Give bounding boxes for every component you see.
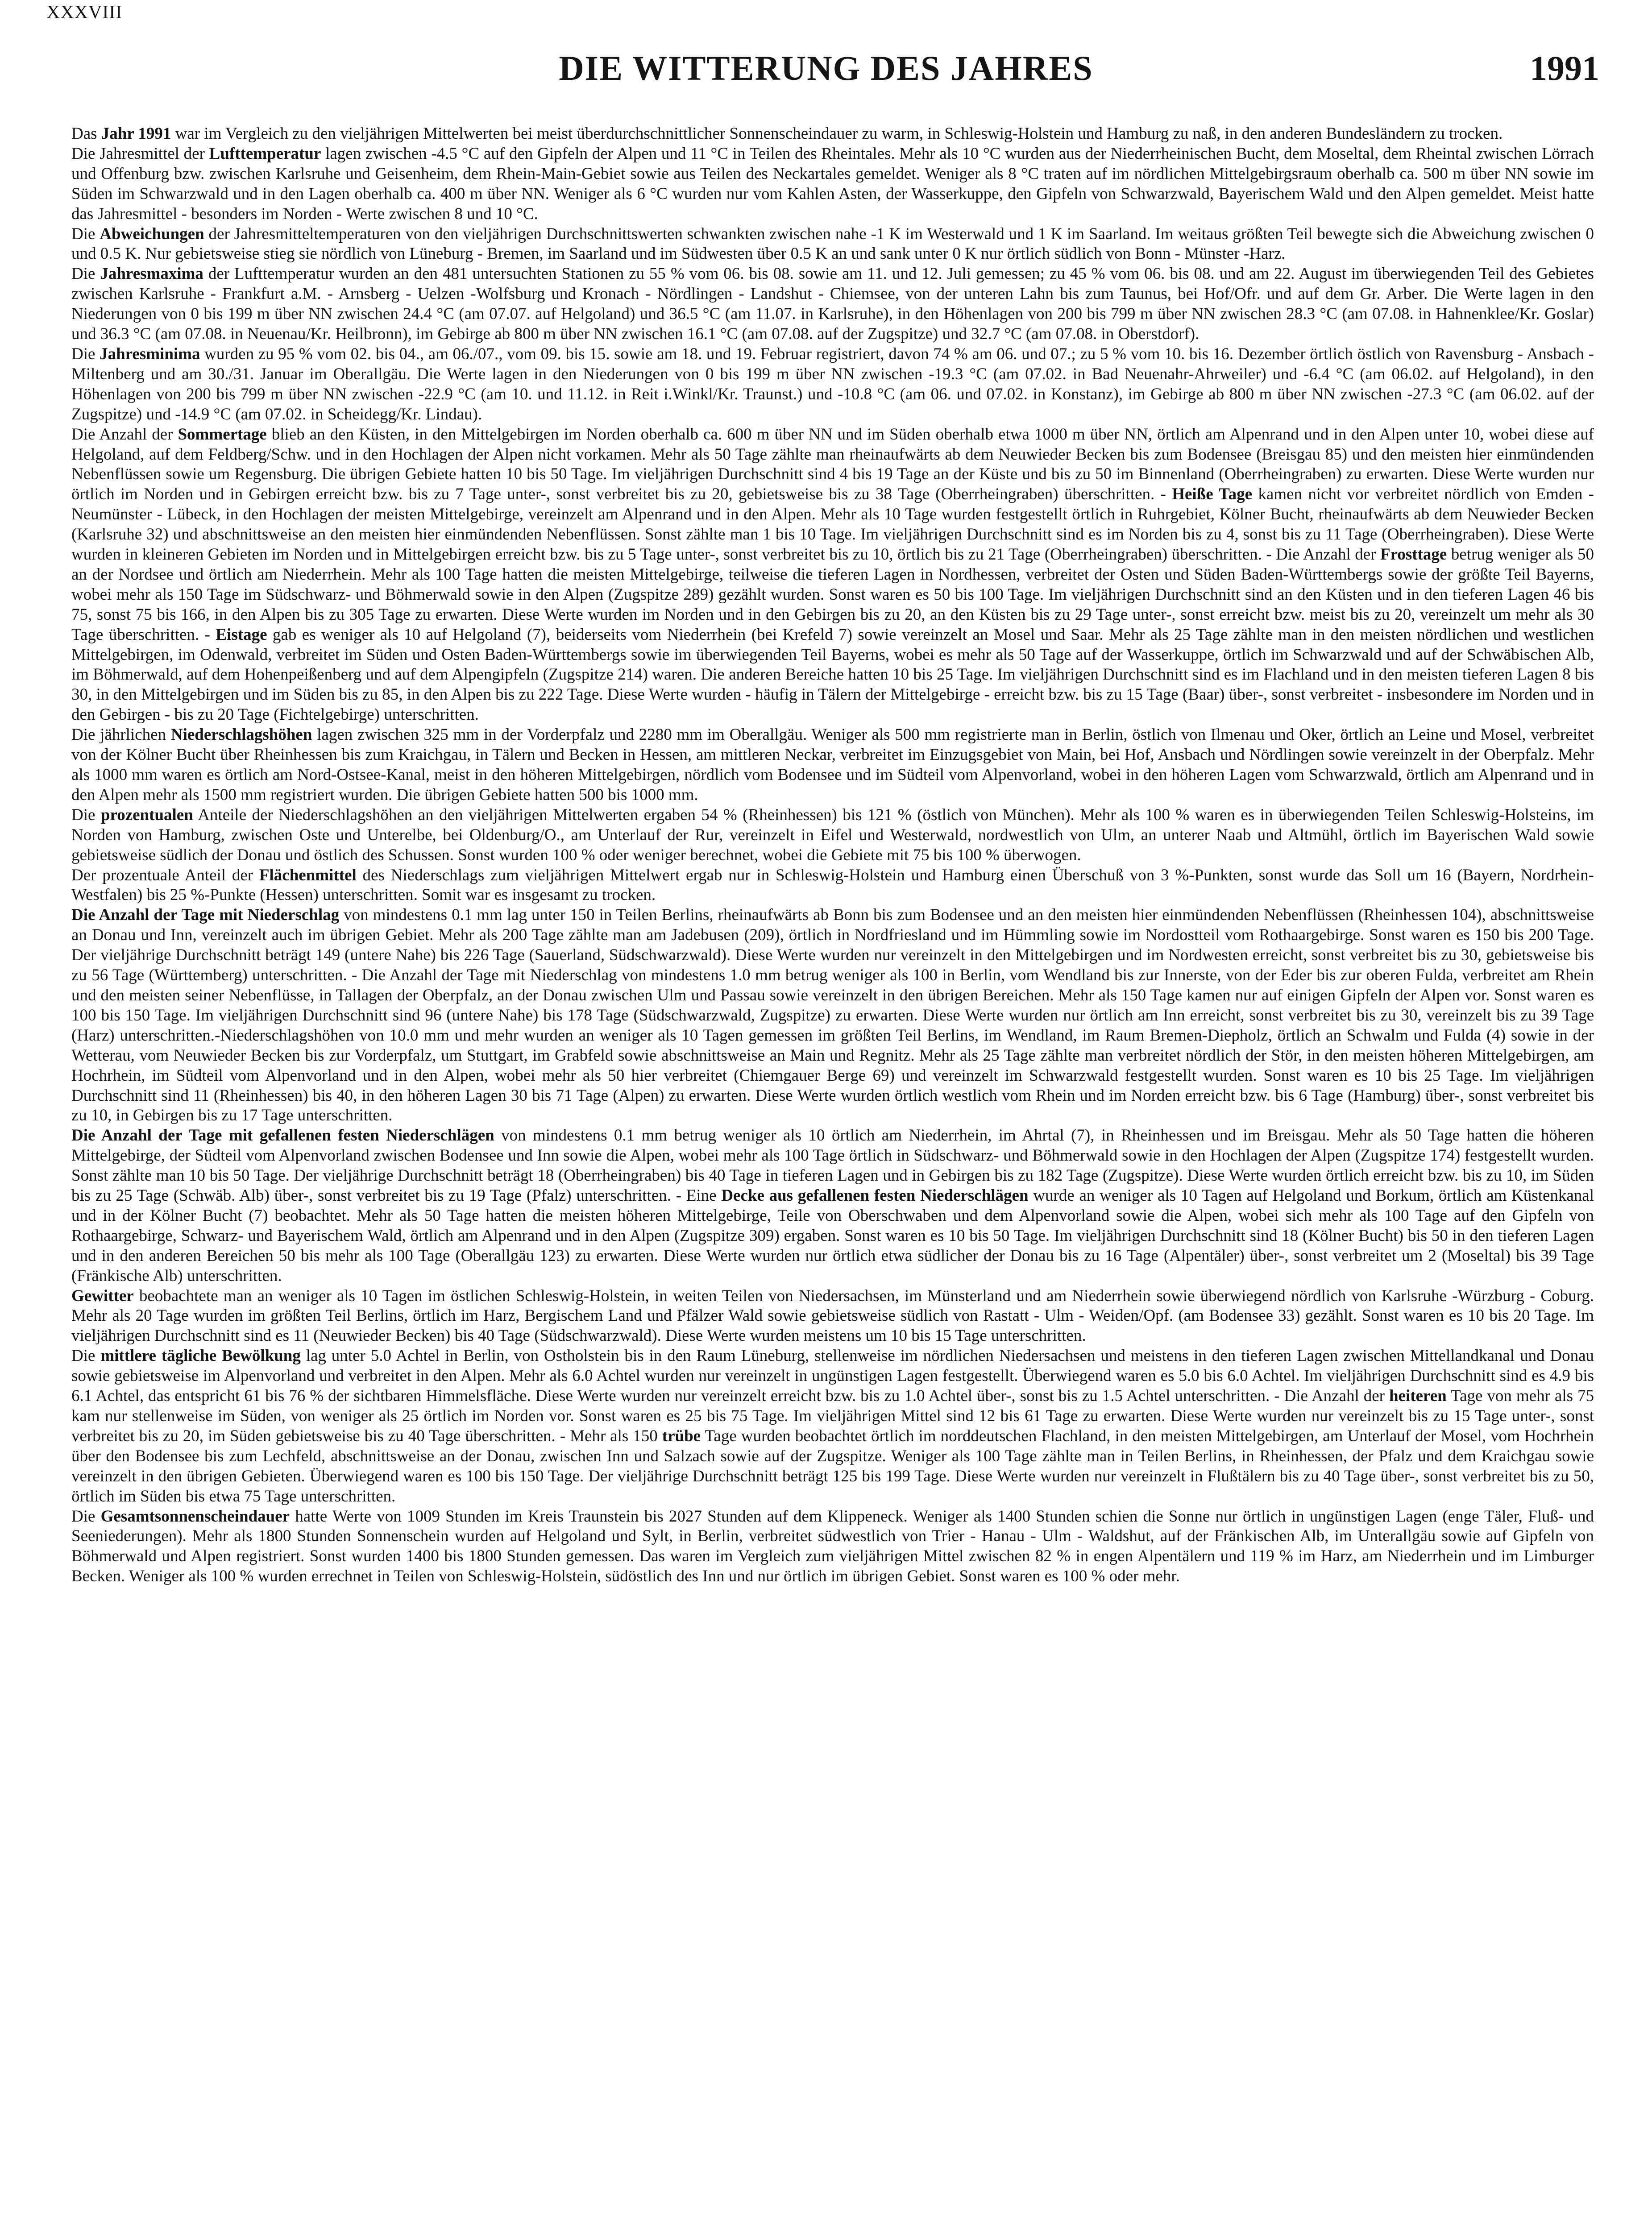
text-segment: lagen zwischen -4.5 °C auf den Gipfeln der Alpen und 11 °C in Teilen des Rheintales. Mehr als 10 °C wurden aus der Niederrheinischen Bucht, dem Moseltal, dem Rheintal zwischen Lörrach und Offenburg bzw. zwischen Karlsruhe und Geisenheim, dem Rhein-Main-Gebiet sowie aus Teilen des Neckartales gemeldet. Weniger als 8 °C traten auf im nördlichen Mittelgebirgsraum oberhalb ca. 500 m über NN sowie im Süden im Schwarzwald und in den Lagen oberhalb ca. 400 m über NN. Weniger als 6 °C wurden nur vom Kahlen Asten, der Wasserkuppe, den Gipfeln von Schwarzwald, Bayerischem Wald und den Alpen gemeldet. Meist hatte das Jahresmittel - besonders im Norden - Werte zwischen 8 und 10 °C.: [71, 144, 1594, 223]
text-segment: Die: [71, 224, 100, 243]
text-segment: Die: [71, 1347, 101, 1365]
bold-term: Abweichungen: [100, 224, 204, 243]
bold-term: Die Anzahl der Tage mit gefallenen festen Niederschlägen: [71, 1126, 494, 1145]
bold-term: Sommertage: [178, 425, 267, 444]
text-segment: Die Jahresmittel der: [71, 144, 209, 163]
bold-term: Jahr 1991: [101, 124, 171, 143]
bold-term: Die Anzahl der Tage mit Niederschlag: [71, 906, 340, 925]
text-segment: des Niederschlags zum vieljährigen Mittelwert ergab nur in Schleswig-Holstein und Hamburg einen Überschuß von 3 %-Punkten, sonst wurde das Soll um 16 (Bayern, Nordrhein-Westfalen) bis 25 %-Punkte (Hessen) unterschritten. Somit war es insgesamt zu trocken.: [71, 866, 1594, 904]
text-segment: lagen zwischen 325 mm in der Vorderpfalz und 2280 mm im Oberallgäu. Weniger als 500 mm registrierte man in Berlin, östlich von Ilmenau und Oker, örtlich an Leine und Mosel, verbreitet von der Kölner Bucht über Rheinhessen bis zum Kraichgau, in Tälern und Becken in Hessen, am mittleren Neckar, verbreitet im Einzugsgebiet von Main, bei Hof, Ansbach und Nördlingen sowie vereinzelt in der Oberpfalz. Mehr als 1000 mm waren es örtlich am Nord-Ostsee-Kanal, meist in den höheren Mittelgebirgen, nördlich vom Bodensee und im Südteil vom Alpenvorland, wobei in den höheren Lagen vom Schwarzwald, örtlich am Alpenrand und in den Alpen mehr als 1500 mm registriert wurden. Die übrigen Gebiete hatten 500 bis 1000 mm.: [71, 726, 1594, 804]
paragraph: [71, 224, 1594, 265]
text-segment: Anteile der Niederschlagshöhen an den vieljährigen Mittelwerten ergaben 54 % (Rheinhessen) bis 121 % (östlich von München). Mehr als 100 % waren es in überwiegenden Teilen Schleswig-Holsteins, im Norden von Hamburg, zwischen Oste und Unterelbe, bei Oldenburg/O., am Unterlauf der Rur, vereinzelt in Eifel und Westerwald, nordwestlich von Ulm, an unterer Naab und Altmühl, örtlich im Bayerischen Wald sowie gebietsweise südlich der Donau und östlich des Schussen. Sonst wurden 100 % oder weniger berechnet, wobei die Gebiete mit 75 bis 100 % überwogen.: [71, 805, 1594, 864]
text-segment: lag unter 5.0 Achtel in Berlin, von Ostholstein bis in den Raum Lüneburg, stellenweise im nördlichen Niedersachsen und meistens in den tieferen Lagen zwischen Mittellandkanal und Donau sowie gebietsweise im Alpenvorland und verbreitet in den Alpen. Mehr als 6.0 Achtel wurden nur vereinzelt in ungünstigen Lagen festgestellt. Überwiegend waren es 5.0 bis 6.0 Achtel. Im vieljährigen Durchschnitt sind es 4.9 bis 6.1 Achtel, das entspricht 61 bis 76 % der sichtbaren Himmelsfläche. Diese Werte wurden nur vereinzelt erreicht bzw. bis zu 1.0 Achtel über-, sonst bis zu 1.5 Achtel unterschritten. - Die Anzahl der: [71, 1347, 1594, 1406]
article-body: [71, 124, 1594, 2159]
page-year: 1991: [1530, 49, 1599, 87]
text-segment: Die: [71, 1507, 101, 1526]
text-segment: kamen nicht vor verbreitet nördlich von Emden - Neumünster - Lübeck, in den Hochlagen der meisten Mittelgebirge, vereinzelt am Alpenrand und in den Alpen. Mehr als 10 Tage wurden festgestellt örtlich in Ruhrgebiet, Kölner Bucht, rheinaufwärts ab dem Neuwieder Becken (Karlsruhe 32) und abschnittsweise an den meisten hier einmündenden Nebenflüssen. Sonst zählte man 1 bis 10 Tage. Im vieljährigen Durchschnitt sind es im Norden bis zu 4, sonst bis zu 11 Tage (Oberrheingraben). Diese Werte wurden in kleineren Gebieten im Norden und in Mittelgebirgen erreicht bzw. bis zu 5 Tage unter-, sonst verbreitet bis zu 10, örtlich bis zu 21 Tage (Oberrheingraben) überschritten. - Die Anzahl der: [71, 485, 1594, 564]
bold-term: prozentualen: [100, 805, 193, 824]
page-title: DIE WITTERUNG DES JAHRES: [559, 49, 1093, 87]
paragraph: [71, 1126, 1594, 1286]
bold-term: Lufttemperatur: [209, 144, 321, 163]
paragraph: [71, 905, 1594, 1126]
text-segment: Tage von mehr als 75 kam nur stellenweise im Süden, von weniger als 25 örtlich im Norden vor. Sonst waren es 25 bis 75 Tage. Im vieljährigen Mittel sind 12 bis 61 Tage zu erwarten. Diese Werte wurden nur vereinzelt bis zu 15 Tage unter-, sonst verbreitet bis zu 20, im Süden gebietsweise bis zu 40 Tage überschritten. - Mehr als 150: [71, 1387, 1594, 1445]
text-segment: Die Anzahl der: [71, 425, 178, 444]
bold-term: Jahresminima: [100, 344, 200, 363]
text-segment: war im Vergleich zu den vieljährigen Mittelwerten bei meist überdurchschnittlicher Sonnenscheindauer zu warm, in Schleswig-Holstein und Hamburg zu naß, in den anderen Bundesländern zu trocken.: [171, 124, 1503, 143]
text-segment: gab es weniger als 10 auf Helgoland (7), beiderseits vom Niederrhein (bei Krefeld 7) sowie vereinzelt an Mosel und Saar. Mehr als 25 Tage zählte man in den meisten nördlichen und westlichen Mittelgebirgen, im Odenwald, verbreitet im Süden und Osten Baden-Württembergs sowie im überwiegenden Teil Bayerns, wobei es mehr als 50 Tage auf der Wasserkuppe, örtlich im Schwarzwald und auf der Schwäbischen Alb, im Böhmerwald, auf dem Hohenpeißenberg und auf dem Alpengipfeln (Zugspitze 214) waren. Die anderen Bereiche hatten 10 bis 25 Tage. Im vieljährigen Durchschnitt sind es im Flachland und in den meisten tieferen Lagen 8 bis 30, in den Mittelgebirgen und im Süden bis zu 85, in den Alpen bis zu 222 Tage. Diese Werte wurden - häufig in Tälern der Mittelgebirge - erreicht bzw. bis zu 15 Tage (Baar) über-, sonst verbreitet - insbesondere im Norden und in den Gebirgen - bis zu 20 Tage (Fichtelgebirge) unterschritten.: [71, 625, 1594, 724]
text-segment: Der prozentuale Anteil der: [71, 866, 259, 884]
paragraph: [71, 805, 1594, 866]
text-segment: Die: [71, 805, 101, 824]
bold-term: heiteren: [1389, 1387, 1447, 1406]
paragraph: [71, 1286, 1594, 1347]
paragraph: [71, 124, 1594, 144]
bold-term: Decke aus gefallenen festen Niederschlägen: [721, 1186, 1029, 1205]
bold-term: Frosttage: [1380, 545, 1447, 564]
text-segment: Die: [71, 265, 100, 283]
paragraph: [71, 264, 1594, 344]
page-number: XXXVIII: [46, 2, 123, 23]
text-segment: von mindestens 0.1 mm lag unter 150 in Teilen Berlins, rheinaufwärts ab Bonn bis zum Bodensee und an den meisten hier einmündenden Nebenflüssen (Rheinhessen 104), abschnittsweise an Donau und Inn, vereinzelt auch im übrigen Gebiet. Mehr als 200 Tage zählte man am Jadebusen (209), örtlich in Nordfriesland und im Hümmling sowie im Nordostteil vom Rothaargebirge. Sonst waren es 150 bis 200 Tage. Der vieljährige Durchschnitt beträgt 149 (untere Nahe) bis 226 Tage (Sauerland, Südschwarzwald). Diese Werte wurden nur vereinzelt in den Mittelgebirgen und im Nordwesten erreicht, sonst verbreitet bis zu 30, gebietsweise bis zu 56 Tage (Württemberg) unterschritten. - Die Anzahl der Tage mit Niederschlag von mindestens 1.0 mm betrug weniger als 100 in Berlin, vom Wendland bis zur Innerste, von der Eder bis zur oberen Fulda, verbreitet am Rhein und den meisten seiner Nebenflüsse, in Tallagen der Oberpfalz, an der Donau zwischen Ulm und Passau sowie vereinzelt in den übrigen Bereichen. Mehr als 150 Tage kamen nur auf einigen Gipfeln der Alpen vor. Sonst waren es 100 bis 150 Tage. Im vieljährigen Durchschnitt sind 96 (untere Nahe) bis 178 Tage (Südschwarzwald, Zugspitze) zu erwarten. Diese Werte wurden nur örtlich am Inn erreicht, sonst verbreitet bis zu 30, vereinzelt bis zu 39 Tage (Harz) unterschritten.-Niederschlagshöhen von 10.0 mm und mehr wurden an weniger als 10 Tagen gemessen im größten Teil Berlins, im Wendland, im Raum Bremen-Diepholz, örtlich an Schwalm und Fulda (4) sowie in der Wetterau, vom Neuwieder Becken bis zur Vorderpfalz, um Stuttgart, im Grabfeld sowie abschnittsweise an Main und Regnitz. Mehr als 25 Tage zählte man verbreitet nördlich der Stör, in den meisten höheren Mittelgebirgen, am Hochrhein, im Südteil vom Alpenvorland und in den Alpen, wobei mehr als 50 hier verbreitet (Chiemgauer Berge 69) und vereinzelt im Schwarzwald festgestellt wurden. Sonst waren es 10 bis 25 Tage. Im vieljährigen Durchschnitt sind 11 (Rheinhessen) bis 40, in den höheren Lagen 30 bis 71 Tage (Alpen) zu erwarten. Diese Werte wurden örtlich westlich vom Rhein und im Norden erreicht bzw. bis 6 Tage (Hamburg) über-, sonst verbreitet bis zu 10, in Gebirgen bis zu 17 Tage unterschritten.: [71, 906, 1594, 1125]
bold-term: Flächenmittel: [259, 866, 357, 884]
text-segment: Das: [71, 124, 101, 143]
paragraph: [71, 1346, 1594, 1506]
paragraph: [71, 1507, 1594, 1587]
bold-term: trübe: [662, 1427, 701, 1445]
bold-term: mittlere tägliche Bewölkung: [100, 1347, 301, 1365]
bold-term: Heiße Tage: [1172, 485, 1253, 504]
bold-term: Eistage: [216, 625, 267, 644]
paragraph: [71, 425, 1594, 726]
text-segment: Die: [71, 344, 100, 363]
text-segment: betrug weniger als 50 an der Nordsee und örtlich am Niederrhein. Mehr als 100 Tage hatten die meisten Mittelgebirge, teilweise die tieferen Lagen in Nordhessen, verbreitet der Osten und Süden Baden-Württembergs sowie der größte Teil Bayerns, wobei mehr als 150 Tage im Südschwarz- und Böhmerwald sowie in den Alpen (Zugspitze 289) gezählt wurden. Sonst waren es 50 bis 100 Tage. Im vieljährigen Durchschnitt sind an den Küsten und in den tieferen Lagen 46 bis 75, sonst 75 bis 166, in den Alpen bis zu 305 Tage zu erwarten. Diese Werte wurden im Norden und in den Gebirgen bis zu 20, an den Küsten bis zu 29 Tage unter-, sonst erreicht bzw. meist bis zu 20, vereinzelt um mehr als 30 Tage überschritten. -: [71, 545, 1594, 644]
text-segment: wurde an weniger als 10 Tagen auf Helgoland und Borkum, örtlich am Küstenkanal und in der Kölner Bucht (7) beobachtet. Mehr als 50 Tage hatten die meisten höheren Mittelgebirge, Teile von Oberschwaben und dem Alpenvorland sowie die Alpen, wobei sich mehr als 100 Tage auf den Gipfeln von Rothaargebirge, Schwarz- und Bayerischem Wald, örtlich am Alpenrand und in den Alpen (Zugspitze 309) ergaben. Sonst waren es 10 bis 50 Tage. Im vieljährigen Durchschnitt sind 18 (Kölner Bucht) bis 50 in den tieferen Lagen und in den anderen Bereichen 50 bis mehr als 100 Tage (Oberallgäu 123) zu erwarten. Diese Werte wurden nur örtlich etwa südlicher der Donau bis zu 16 Tage (Alpentäler) über-, sonst verbreitet um 2 (Moseltal) bis 39 Tage (Fränkische Alb) unterschritten.: [71, 1186, 1594, 1285]
paragraph: [71, 144, 1594, 224]
bold-term: Gesamtsonnenscheindauer: [100, 1507, 290, 1526]
text-segment: hatte Werte von 1009 Stunden im Kreis Traunstein bis 2027 Stunden auf dem Klippeneck. Weniger als 1400 Stunden schien die Sonne nur örtlich in ungünstigen Lagen (enge Täler, Fluß- und Seeniederungen). Mehr als 1800 Stunden Sonnenschein wurden auf Helgoland und Sylt, in Berlin, verbreitet südwestlich von Trier - Hanau - Ulm - Waldshut, auf der Fränkischen Alb, im Unterallgäu sowie auf Gipfeln von Böhmerwald und Alpen registriert. Sonst wurden 1400 bis 1800 Stunden gemessen. Das waren im Vergleich zum vieljährigen Mittel zwischen 82 % in engen Alpentälern und 119 % im Harz, am Niederrhein und im Limburger Becken. Weniger als 100 % wurden errechnet in Teilen von Schleswig-Holstein, südöstlich des Inn und nur örtlich im übrigen Gebiet. Sonst waren es 100 % oder mehr.: [71, 1507, 1594, 1586]
text-segment: blieb an den Küsten, in den Mittelgebirgen im Norden oberhalb ca. 600 m über NN und im Süden oberhalb etwa 1000 m über NN, örtlich am Alpenrand und in den Alpen unter 10, wobei diese auf Helgoland, auf dem Feldberg/Schw. und in den Hochlagen der Alpen nicht vorkamen. Mehr als 50 Tage zählte man rheinaufwärts ab dem Neuwieder Becken bis zum Bodensee (Breisgau 85) und den meisten hier einmündenden Nebenflüssen sowie um Regensburg. Die übrigen Gebiete hatten 10 bis 50 Tage. Im vieljährigen Durchschnitt sind 4 bis 19 Tage an der Küste und bis zu 50 im Binnenland (Oberrheingraben) zu erwarten. Diese Werte wurden nur örtlich im Norden und in Gebirgen erreicht bzw. bis zu 7 Tage unter-, sonst verbreitet bis zu 20, gebietsweise bis zu 38 Tage (Oberrheingraben) überschritten. -: [71, 425, 1594, 504]
text-segment: wurden zu 95 % vom 02. bis 04., am 06./07., vom 09. bis 15. sowie am 18. und 19. Februar registriert, davon 74 % am 06. und 07.; zu 5 % vom 10. bis 16. Dezember örtlich östlich von Ravensburg - Ansbach - Miltenberg und am 30./31. Januar im Oberallgäu. Die Werte lagen in den Niederungen von 0 bis 199 m über NN zwischen -19.3 °C (am 07.02. in Bad Neuenahr-Ahrweiler) und -6.4 °C (am 06.02. auf Helgoland), in den Höhenlagen von 200 bis 799 m über NN zwischen -22.9 °C (am 10. und 11.12. in Reit i.Winkl/Kr. Traunst.) und -10.8 °C (am 06. und 07.02. in Konstanz), im Gebirge ab 800 m über NN zwischen -27.3 °C (am 06.02. auf der Zugspitze) und -14.9 °C (am 07.02. in Scheidegg/Kr. Lindau).: [71, 344, 1594, 423]
text-segment: der Lufttemperatur wurden an den 481 untersuchten Stationen zu 55 % vom 06. bis 08. sowie am 11. und 12. Juli gemessen; zu 45 % vom 06. bis 08. und am 22. August im überwiegenden Teil des Gebietes zwischen Karlsruhe - Frankfurt a.M. - Arnsberg - Uelzen -Wolfsburg und Kronach - Nördlingen - Landshut - Chiemsee, von der unteren Lahn bis zum Taunus, bei Hof/Ofr. und auf dem Gr. Arber. Die Werte lagen in den Niederungen von 0 bis 199 m über NN zwischen 24.4 °C (am 07.07. auf Helgoland) und 36.5 °C (am 11.07. in Karlsruhe), in den Höhenlagen von 200 bis 799 m über NN zwischen 28.3 °C (am 07.08. in Hahnenklee/Kr. Goslar) und 36.3 °C (am 07.08. in Neuenau/Kr. Heilbronn), im Gebirge ab 800 m über NN zwischen 16.1 °C (am 07.08. auf der Zugspitze) und 32.7 °C (am 07.08. in Oberstdorf).: [71, 265, 1594, 344]
bold-term: Gewitter: [71, 1286, 134, 1305]
bold-term: Niederschlagshöhen: [170, 726, 312, 744]
paragraph: [71, 866, 1594, 906]
text-segment: Die jährlichen: [71, 726, 171, 744]
text-segment: beobachtete man an weniger als 10 Tagen im östlichen Schleswig-Holstein, in weiten Teilen von Niedersachsen, im Münsterland und am Niederrhein sowie überwiegend nördlich von Karlsruhe -Würzburg - Coburg. Mehr als 20 Tage wurden im größten Teil Berlins, örtlich im Harz, Bergischem Land und Pfälzer Wald sowie gebietsweise südlich von Rastatt - Ulm - Weiden/Opf. (am Bodensee 33) gezählt. Sonst waren es 10 bis 20 Tage. Im vieljährigen Durchschnitt sind es 11 (Neuwieder Becken) bis 40 Tage (Südschwarzwald). Diese Werte wurden meistens um 10 bis 15 Tage unterschritten.: [71, 1286, 1594, 1345]
text-segment: der Jahresmitteltemperaturen von den vieljährigen Durchschnittswerten schwankten zwischen nahe -1 K im Westerwald und 1 K im Saarland. Im weitaus größten Teil bewegte sich die Abweichung zwischen 0 und 0.5 K. Nur gebietsweise stieg sie nördlich von Lüneburg - Bremen, im Saarland und im Südwesten über 0.5 K an und sank unter 0 K nur örtlich südlich von Bonn - Münster -Harz.: [71, 224, 1594, 263]
text-segment: von mindestens 0.1 mm betrug weniger als 10 örtlich am Niederrhein, im Ahrtal (7), in Rheinhessen und im Breisgau. Mehr als 50 Tage hatten die höheren Mittelgebirge, der Südteil vom Alpenvorland zwischen Bodensee und Inn sowie die Alpen, wobei mehr als 100 Tage örtlich in Südschwarz- und Böhmerwald sowie in den Hochlagen der Alpen (Zugspitze 174) festgestellt wurden. Sonst zählte man 10 bis 50 Tage. Der vieljährige Durchschnitt beträgt 18 (Oberrheingraben) bis 40 Tage in tieferen Lagen und in Gebirgen bis zu 182 Tage (Zugspitze). Diese Werte wurden örtlich erreicht bzw. bis zu 10, im Süden bis zu 25 Tage (Schwäb. Alb) über-, sonst verbreitet bis zu 19 Tage (Pfalz) unterschritten. - Eine: [71, 1126, 1594, 1205]
paragraph: [71, 344, 1594, 425]
bold-term: Jahresmaxima: [100, 265, 203, 283]
paragraph: [71, 725, 1594, 805]
text-segment: Tage wurden beobachtet örtlich im norddeutschen Flachland, in den meisten Mittelgebirgen, am Unterlauf der Mosel, vom Hochrhein über den Bodensee bis zum Lechfeld, abschnittsweise an der Donau, zwischen Inn und Salzach sowie auf der Zugspitze. Weniger als 100 Tage zählte man in Teilen Berlins, in Rheinhessen, der Pfalz und dem Kraichgau sowie vereinzelt in den übrigen Gebieten. Überwiegend waren es 100 bis 150 Tage. Der vieljährige Durchschnitt beträgt 125 bis 199 Tage. Diese Werte wurden nur vereinzelt in Flußtälern bis zu 40 Tage über-, sonst verbreitet bis zu 50, örtlich im Süden bis etwa 75 Tage unterschritten.: [71, 1427, 1594, 1505]
